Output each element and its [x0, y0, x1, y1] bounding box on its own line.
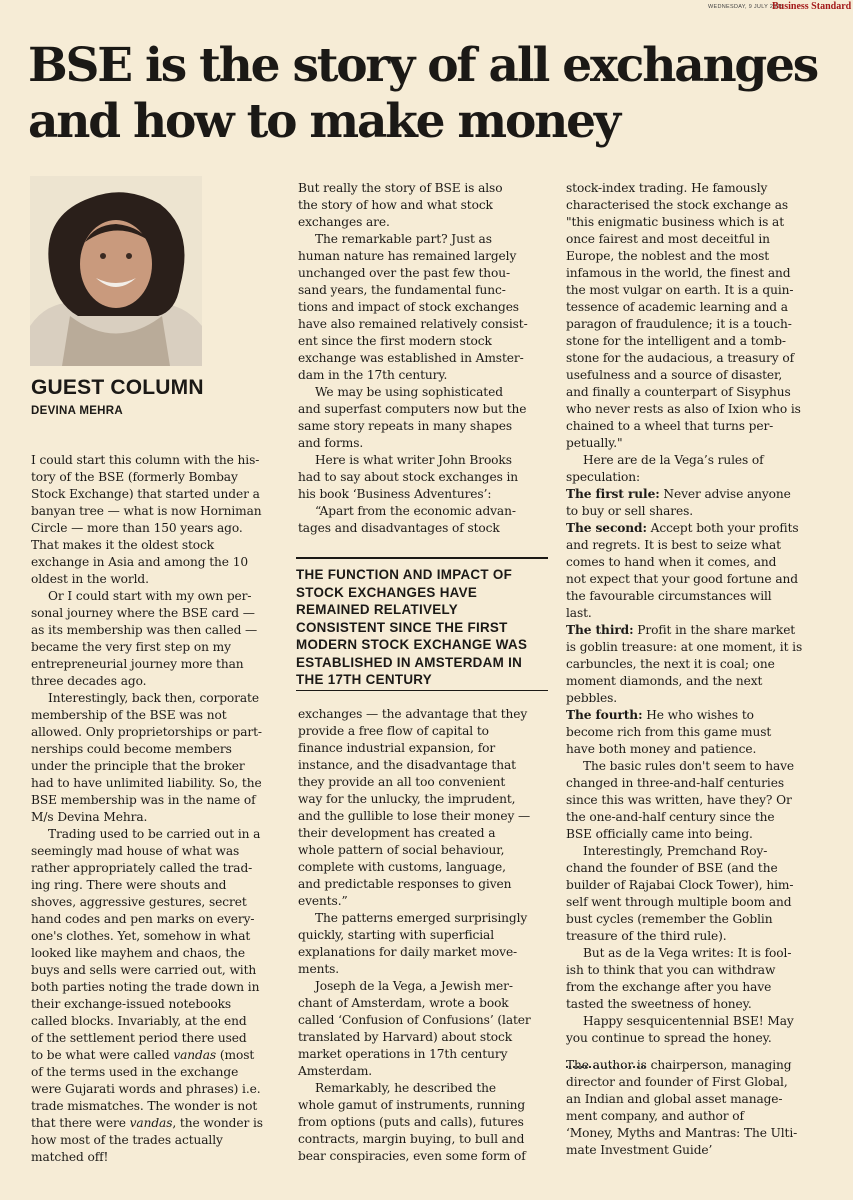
text-line: bear conspiracies, even some form of [298, 1149, 526, 1163]
pull-quote-line: THE FUNCTION AND IMPACT OF [296, 567, 513, 582]
text-line: buys and sells were carried out, with [31, 963, 257, 977]
text-line: Europe, the noblest and the most [566, 249, 770, 263]
text-line: moment diamonds, and the next [566, 674, 763, 688]
text-line: their exchange-issued notebooks [31, 997, 232, 1011]
text-line: who never rests as also of Ixion who is [566, 402, 801, 416]
text-line: became the very first step on my [31, 640, 231, 654]
author-byline: DEVINA MEHRA [31, 405, 123, 417]
text-line: petually." [566, 436, 623, 450]
text-line: The author is chairperson, managing [566, 1058, 792, 1072]
text-line: I could start this column with the his- [31, 453, 260, 467]
pull-quote-line: THE 17TH CENTURY [296, 672, 432, 687]
text-line: same story repeats in many shapes [298, 419, 512, 433]
text-line: they provide an all too convenient [298, 775, 506, 789]
text-line: tessence of academic learning and a [566, 300, 788, 314]
text-line: The patterns emerged surprisingly [315, 911, 528, 925]
text-line: chand the founder of BSE (and the [566, 861, 778, 875]
text-line: The basic rules don't seem to have [583, 759, 795, 773]
text-line: treasure of the third rule). [566, 929, 727, 943]
text-line: Or I could start with my own per- [48, 589, 252, 603]
text-line: Here is what writer John Brooks [315, 453, 512, 467]
text-line: The third: Profit in the share market [566, 623, 796, 637]
text-line: seemingly mad house of what was [31, 844, 240, 858]
author-portrait-image [30, 176, 202, 366]
text-line: carbuncles, the next it is coal; one [566, 657, 775, 671]
text-line: Joseph de la Vega, a Jewish mer- [315, 979, 513, 993]
text-line: The first rule: Never advise anyone [566, 487, 791, 501]
text-line: ment company, and author of [566, 1109, 744, 1123]
text-line: ‘Money, Myths and Mantras: The Ulti- [566, 1126, 798, 1140]
text-line: the most vulgar on earth. It is a quin- [566, 283, 794, 297]
text-line: The fourth: He who wishes to [566, 708, 754, 722]
text-line: exchanges — the advantage that they [298, 707, 528, 721]
text-line: BSE membership was in the name of [31, 793, 256, 807]
section-kicker: GUEST COLUMN [31, 376, 204, 399]
text-line: sonal journey where the BSE card — [31, 606, 255, 620]
article-column-3 [566, 180, 831, 1159]
text-line: speculation: [566, 470, 640, 484]
text-line: But really the story of BSE is also [298, 181, 503, 195]
text-line: self went through multiple boom and [566, 895, 792, 909]
text-line: become rich from this game must [566, 725, 772, 739]
page-topbar [0, 0, 853, 14]
text-line: Trading used to be carried out in a [48, 827, 261, 841]
headline-line-1: BSE is the story of all exchanges [28, 38, 818, 93]
text-line: and the gullible to lose their money — [298, 809, 531, 823]
text-line: comes to hand when it comes, and [566, 555, 777, 569]
text-line: The second: Accept both your profits [566, 521, 799, 535]
text-line: usefulness and a source of disaster, [566, 368, 783, 382]
text-line: The remarkable part? Just as [315, 232, 492, 246]
text-line: complete with customs, language, [298, 860, 506, 874]
text-line: nerships could become members [31, 742, 232, 756]
text-line: tory of the BSE (formerly Bombay [31, 470, 238, 484]
text-line: you continue to spread the honey. [566, 1031, 772, 1045]
text-line: sand years, the fundamental func- [298, 283, 506, 297]
text-line: chained to a wheel that turns per- [566, 419, 774, 433]
text-line: human nature has remained largely [298, 249, 517, 263]
text-line: ing ring. There were shouts and [31, 878, 227, 892]
text-line: director and founder of First Global, [566, 1075, 788, 1089]
text-line: an Indian and global asset manage- [566, 1092, 783, 1106]
text-line: hand codes and pen marks on every- [31, 912, 255, 926]
text-line: “Apart from the economic advan- [315, 504, 516, 518]
text-line: market operations in 17th century [298, 1047, 508, 1061]
text-line: chant of Amsterdam, wrote a book [298, 996, 509, 1010]
text-line: Stock Exchange) that started under a [31, 487, 260, 501]
text-line: Interestingly, back then, corporate [48, 691, 259, 705]
text-line: finance industrial expansion, for [298, 741, 496, 755]
text-line: ments. [298, 962, 340, 976]
pull-quote-line: CONSISTENT SINCE THE FIRST [296, 619, 508, 635]
text-line: Amsterdam. [298, 1064, 373, 1078]
text-line: both parties noting the trade down in [31, 980, 260, 994]
text-line: to buy or sell shares. [566, 504, 694, 518]
text-line: one's clothes. Yet, somehow in what [31, 929, 251, 943]
article-column-1 [31, 452, 279, 1166]
author-photo [30, 176, 202, 366]
text-line: matched off! [31, 1150, 109, 1164]
text-line: and predictable responses to given [298, 877, 512, 891]
text-line: since this was written, have they? Or [566, 793, 792, 807]
text-line: his book ‘Business Adventures’: [298, 487, 492, 501]
text-line: banyan tree — what is now Horniman [31, 504, 262, 518]
text-line: ent since the first modern stock [298, 334, 492, 348]
text-line: their development has created a [298, 826, 496, 840]
text-line: entrepreneurial journey more than [31, 657, 244, 671]
text-line: "this enigmatic business which is at [566, 215, 785, 229]
text-line: rather appropriately called the trad- [31, 861, 253, 875]
text-line: Here are de la Vega’s rules of [583, 453, 764, 467]
text-line: and finally a counterpart of Sisyphus [566, 385, 791, 399]
text-line: Circle — more than 150 years ago. [31, 521, 243, 535]
text-line: once fairest and most deceitful in [566, 232, 770, 246]
author-note-separator [566, 1066, 646, 1068]
text-line: stock-index trading. He famously [566, 181, 768, 195]
text-line: have both money and patience. [566, 742, 757, 756]
text-line: way for the unlucky, the imprudent, [298, 792, 516, 806]
text-line: ish to think that you can withdraw [566, 963, 776, 977]
article-column-2-bottom [298, 706, 548, 1165]
headline-line-2: and how to make money [28, 94, 619, 149]
text-line: stone for the intelligent and a tomb- [566, 334, 786, 348]
text-line: whole pattern of social behaviour, [298, 843, 505, 857]
text-line: last. [566, 606, 592, 620]
text-line: Happy sesquicentennial BSE! May [583, 1014, 794, 1028]
pull-quote-line: REMAINED RELATIVELY [296, 602, 458, 617]
text-line: tages and disadvantages of stock [298, 521, 500, 535]
dateline: WEDNESDAY, 9 JULY 2025 [708, 4, 784, 10]
masthead-logo: Business Standard [772, 1, 852, 12]
text-line: and regrets. It is best to seize what [566, 538, 781, 552]
text-line: explanations for daily market move- [298, 945, 518, 959]
text-line: called ‘Confusion of Confusions’ (later [298, 1013, 531, 1027]
text-line: not expect that your good fortune and [566, 572, 798, 586]
text-line: tions and impact of stock exchanges [298, 300, 519, 314]
text-line: We may be using sophisticated [315, 385, 503, 399]
text-line: the one-and-half century since the [566, 810, 775, 824]
text-line: from options (puts and calls), futures [298, 1115, 524, 1129]
text-line: and superfast computers now but the [298, 402, 527, 416]
text-line: from the exchange after you have [566, 980, 772, 994]
pull-quote [296, 557, 548, 689]
text-line: to be what were called vandas (most [31, 1048, 255, 1062]
text-line: three decades ago. [31, 674, 147, 688]
text-line: trade mismatches. The wonder is not [31, 1099, 258, 1113]
text-line: M/s Devina Mehra. [31, 810, 148, 824]
text-line: exchanges are. [298, 215, 390, 229]
text-line: whole gamut of instruments, running [298, 1098, 526, 1112]
text-line: membership of the BSE was not [31, 708, 227, 722]
text-line: translated by Harvard) about stock [298, 1030, 513, 1044]
text-line: have also remained relatively consist- [298, 317, 528, 331]
text-line: mate Investment Guide’ [566, 1143, 713, 1157]
text-line: is goblin treasure: at one moment, it is [566, 640, 803, 654]
text-line: shoves, aggressive gestures, secret [31, 895, 247, 909]
text-line: That makes it the oldest stock [31, 538, 215, 552]
text-line: builder of Rajabai Clock Tower), him- [566, 878, 794, 892]
text-line: provide a free flow of capital to [298, 724, 489, 738]
text-line: exchange in Asia and among the 10 [31, 555, 248, 569]
text-line: that there were vandas, the wonder is [31, 1116, 263, 1130]
text-line: stone for the audacious, a treasury of [566, 351, 794, 365]
text-line: how most of the trades actually [31, 1133, 223, 1147]
text-line: dam in the 17th century. [298, 368, 448, 382]
text-line: of the settlement period there used [31, 1031, 247, 1045]
article-column-2-top [298, 180, 548, 537]
text-line: were Gujarati words and phrases) i.e. [31, 1082, 261, 1096]
text-line: But as de la Vega writes: It is fool- [583, 946, 792, 960]
text-line: quickly, starting with superficial [298, 928, 495, 942]
text-line: called blocks. Invariably, at the end [31, 1014, 247, 1028]
text-line: of the terms used in the exchange [31, 1065, 239, 1079]
text-line: oldest in the world. [31, 572, 149, 586]
text-line: contracts, margin buying, to bull and [298, 1132, 525, 1146]
text-line: Interestingly, Premchand Roy- [583, 844, 768, 858]
headline [28, 38, 838, 150]
text-line: as its membership was then called — [31, 623, 258, 637]
text-line: pebbles. [566, 691, 618, 705]
text-line: instance, and the disadvantage that [298, 758, 516, 772]
pull-quote-line: ESTABLISHED IN AMSTERDAM IN [296, 654, 523, 670]
text-line: tasted the sweetness of honey. [566, 997, 752, 1011]
text-line: under the principle that the broker [31, 759, 245, 773]
pull-quote-line: STOCK EXCHANGES HAVE [296, 584, 478, 600]
text-line: looked like mayhem and chaos, the [31, 946, 246, 960]
text-line: the favourable circumstances will [566, 589, 772, 603]
text-line: Remarkably, he described the [315, 1081, 497, 1095]
text-line: the story of how and what stock [298, 198, 493, 212]
pull-quote-rule [296, 690, 548, 691]
text-line: unchanged over the past few thou- [298, 266, 511, 280]
text-line: allowed. Only proprietorships or part- [31, 725, 262, 739]
text-line: characterised the stock exchange as [566, 198, 789, 212]
text-line: had to say about stock exchanges in [298, 470, 519, 484]
text-line: events.” [298, 894, 348, 908]
text-line: and forms. [298, 436, 364, 450]
text-line: had to have unlimited liability. So, the [31, 776, 262, 790]
text-line: exchange was established in Amster- [298, 351, 524, 365]
text-line: paragon of fraudulence; it is a touch- [566, 317, 792, 331]
pull-quote-line: MODERN STOCK EXCHANGE WAS [296, 637, 528, 652]
text-line: changed in three-and-half centuries [566, 776, 784, 790]
text-line: BSE officially came into being. [566, 827, 753, 841]
text-line: infamous in the world, the finest and [566, 266, 791, 280]
text-line: bust cycles (remember the Goblin [566, 912, 773, 926]
